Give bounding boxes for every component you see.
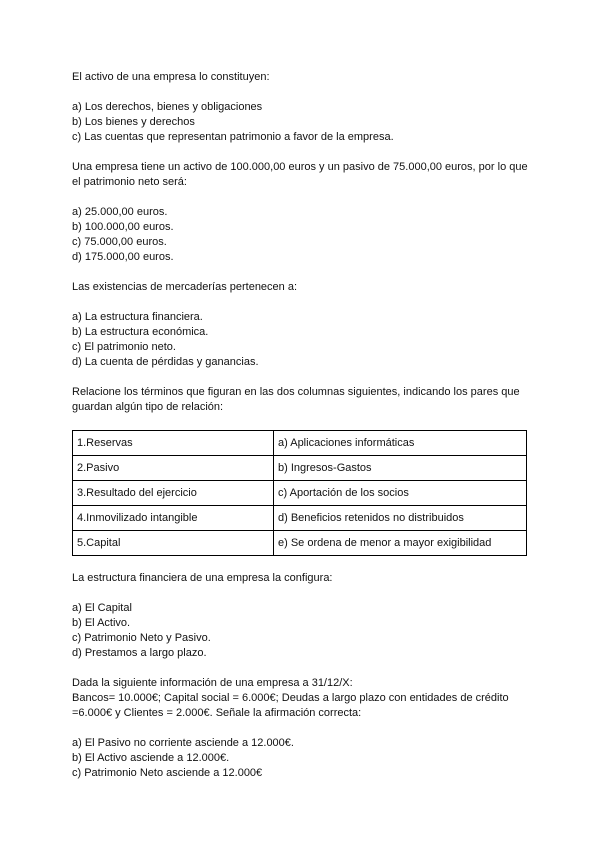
table-row <box>73 481 527 506</box>
question-4 <box>72 385 528 556</box>
table-cell-term: 4.Inmovilizado intangible <box>73 506 274 531</box>
question-3-option-a: a) La estructura financiera. <box>72 311 203 323</box>
question-6-data: Bancos= 10.000€; Capital social = 6.000€; Deudas a largo plazo con entidades de crédito =6.000€ y Clientes = 2.000€. Señale la afirmación correcta: <box>72 692 509 719</box>
question-6-option-a: a) El Pasivo no corriente asciende a 12.000€. <box>72 737 294 749</box>
question-5-option-d: d) Prestamos a largo plazo. <box>72 647 207 659</box>
table-cell-term: 3.Resultado del ejercicio <box>73 481 274 506</box>
question-2-option-a: a) 25.000,00 euros. <box>72 206 168 218</box>
table-row <box>73 431 527 456</box>
table-cell-term: 5.Capital <box>73 531 274 556</box>
table-row <box>73 531 527 556</box>
question-6 <box>72 676 528 781</box>
table-cell-match: e) Se ordena de menor a mayor exigibilidad <box>274 531 527 556</box>
question-1-text: El activo de una empresa lo constituyen: <box>72 71 270 83</box>
question-3-text: Las existencias de mercaderías pertenecen a: <box>72 281 298 293</box>
table-cell-term: 2.Pasivo <box>73 456 274 481</box>
question-2-text: Una empresa tiene un activo de 100.000,00 euros y un pasivo de 75.000,00 euros, por lo que el patrimonio neto será: <box>72 161 528 188</box>
question-6-option-b: b) El Activo asciende a 12.000€. <box>72 752 230 764</box>
question-1-option-a: a) Los derechos, bienes y obligaciones <box>72 101 263 113</box>
question-4-text: Relacione los términos que figuran en las dos columnas siguientes, indicando los pares que guardan algún tipo de relación: <box>72 386 520 413</box>
question-3-option-d: d) La cuenta de pérdidas y ganancias. <box>72 356 259 368</box>
question-6-option-c: c) Patrimonio Neto asciende a 12.000€ <box>72 767 263 779</box>
question-5 <box>72 571 528 661</box>
question-2-option-b: b) 100.000,00 euros. <box>72 221 174 233</box>
question-5-option-a: a) El Capital <box>72 602 132 614</box>
question-5-text: La estructura financiera de una empresa la configura: <box>72 572 333 584</box>
question-1 <box>72 70 528 145</box>
relation-table <box>72 430 527 556</box>
question-6-text: Dada la siguiente información de una empresa a 31/12/X: <box>72 677 353 689</box>
table-cell-match: b) Ingresos-Gastos <box>274 456 527 481</box>
table-row <box>73 506 527 531</box>
question-2-option-d: d) 175.000,00 euros. <box>72 251 174 263</box>
table-cell-match: a) Aplicaciones informáticas <box>274 431 527 456</box>
question-1-option-b: b) Los bienes y derechos <box>72 116 195 128</box>
question-3-option-c: c) El patrimonio neto. <box>72 341 176 353</box>
table-cell-match: d) Beneficios retenidos no distribuidos <box>274 506 527 531</box>
table-row <box>73 456 527 481</box>
table-cell-term: 1.Reservas <box>73 431 274 456</box>
question-1-option-c: c) Las cuentas que representan patrimonio a favor de la empresa. <box>72 131 394 143</box>
question-5-option-c: c) Patrimonio Neto y Pasivo. <box>72 632 211 644</box>
question-2 <box>72 160 528 265</box>
table-cell-match: c) Aportación de los socios <box>274 481 527 506</box>
question-3-option-b: b) La estructura económica. <box>72 326 209 338</box>
question-3 <box>72 280 528 370</box>
question-2-option-c: c) 75.000,00 euros. <box>72 236 167 248</box>
question-5-option-b: b) El Activo. <box>72 617 131 629</box>
